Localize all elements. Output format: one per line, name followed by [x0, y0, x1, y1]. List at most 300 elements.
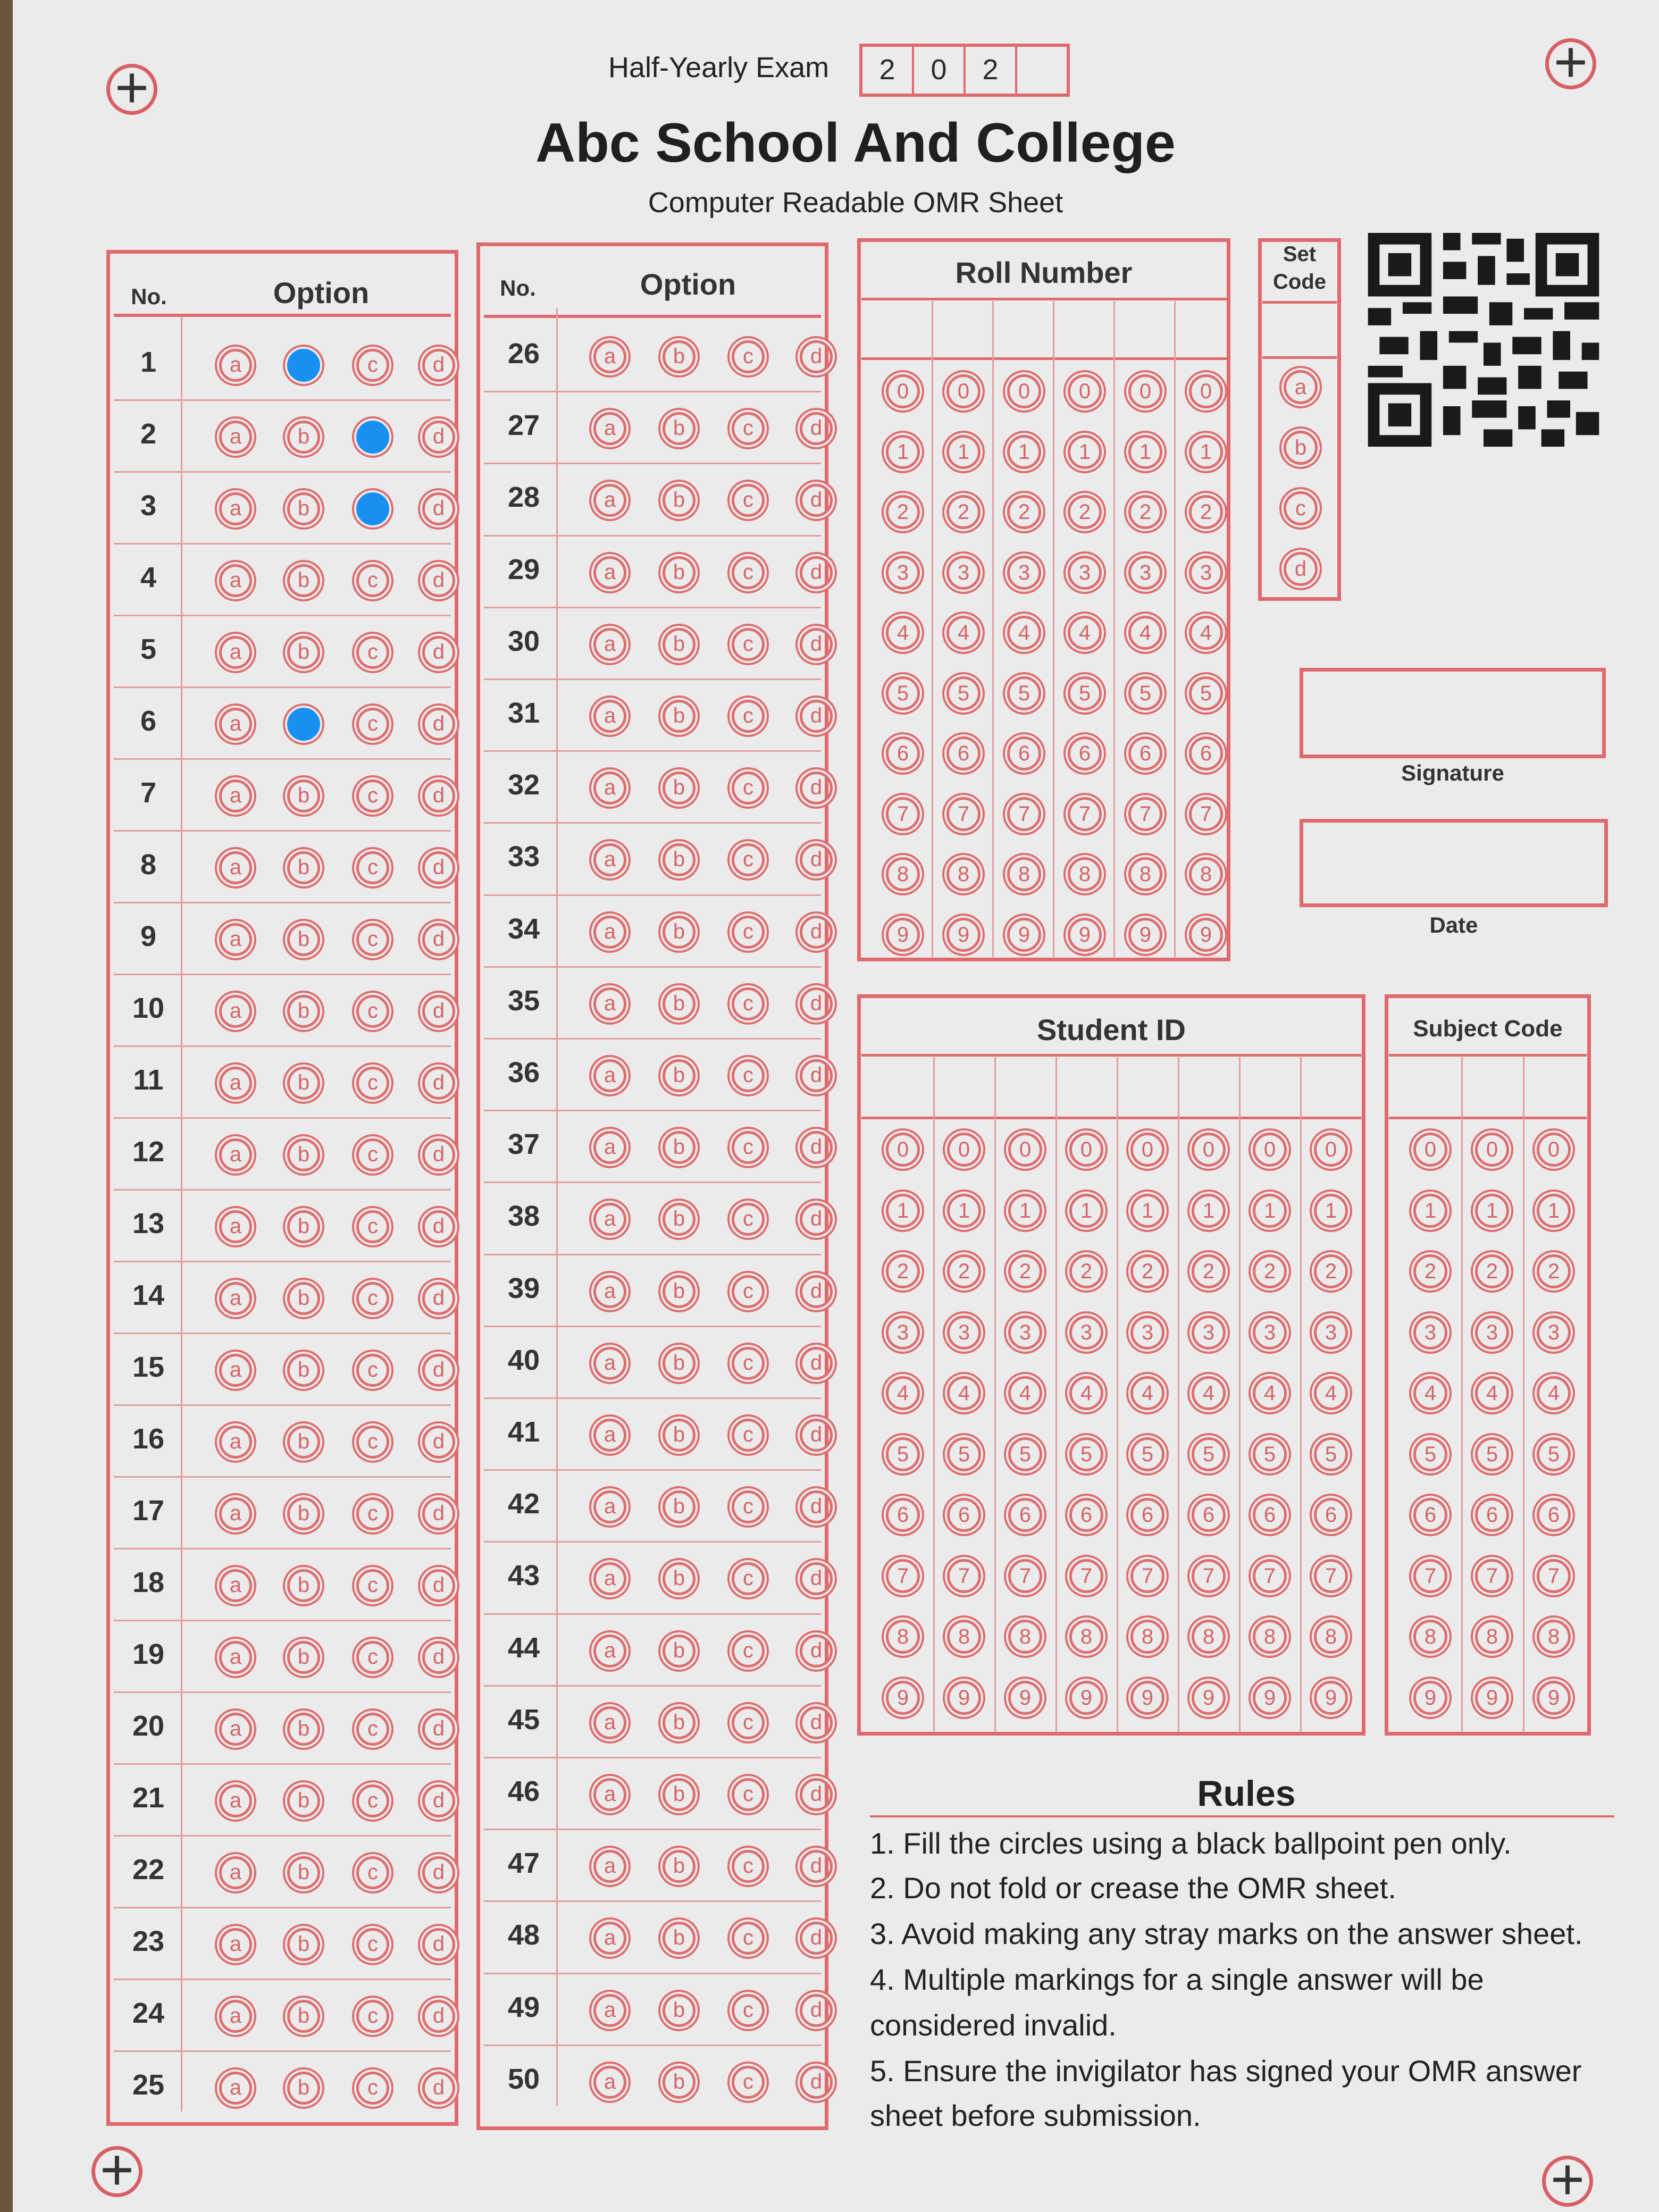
roll-digit-bubble-5[interactable]: 5: [1068, 676, 1102, 710]
answer-bubble-c[interactable]: c: [732, 1131, 765, 1164]
roll-digit-bubble-9[interactable]: 9: [1189, 918, 1223, 952]
answer-bubble-c[interactable]: c: [356, 349, 389, 382]
answer-bubble-a[interactable]: a: [593, 628, 626, 661]
answer-bubble-a[interactable]: a: [593, 1059, 626, 1092]
answer-bubble-c[interactable]: c: [356, 2072, 389, 2105]
student-id-digit-bubble-3[interactable]: 3: [1253, 1316, 1287, 1350]
student-id-digit-bubble-6[interactable]: 6: [1008, 1498, 1042, 1532]
answer-bubble-c[interactable]: c: [732, 1850, 765, 1883]
subject-code-digit-bubble-6[interactable]: 6: [1413, 1498, 1447, 1532]
student-id-digit-bubble-5[interactable]: 5: [1008, 1437, 1042, 1471]
answer-bubble-a[interactable]: a: [593, 700, 626, 733]
answer-bubble-c[interactable]: c: [356, 1138, 389, 1171]
answer-bubble-d[interactable]: d: [800, 1922, 833, 1955]
subject-code-digit-bubble-5[interactable]: 5: [1475, 1437, 1509, 1471]
roll-digit-bubble-2[interactable]: 2: [886, 495, 920, 529]
answer-bubble-a[interactable]: a: [593, 340, 626, 373]
answer-bubble-a[interactable]: a: [219, 1713, 252, 1746]
answer-bubble-c[interactable]: c: [732, 1994, 765, 2027]
subject-code-digit-bubble-1[interactable]: 1: [1413, 1194, 1447, 1228]
student-id-digit-bubble-8[interactable]: 8: [1192, 1620, 1226, 1654]
student-id-digit-bubble-4[interactable]: 4: [1008, 1376, 1042, 1410]
answer-bubble-d[interactable]: d: [422, 851, 455, 884]
answer-bubble-d[interactable]: d: [422, 1928, 455, 1961]
answer-bubble-d[interactable]: d: [422, 421, 455, 454]
answer-bubble-c[interactable]: c: [732, 1275, 765, 1308]
student-id-digit-bubble-8[interactable]: 8: [1314, 1620, 1348, 1654]
roll-entry-cell[interactable]: [933, 301, 990, 356]
student-id-digit-bubble-1[interactable]: 1: [1008, 1194, 1042, 1228]
set-code-bubble-b[interactable]: b: [1284, 431, 1318, 465]
roll-digit-bubble-2[interactable]: 2: [946, 495, 981, 529]
answer-bubble-d[interactable]: d: [800, 1203, 833, 1236]
answer-bubble-a[interactable]: a: [593, 1203, 626, 1236]
roll-digit-bubble-1[interactable]: 1: [1128, 435, 1162, 469]
answer-bubble-c[interactable]: c: [356, 564, 389, 597]
answer-bubble-a[interactable]: a: [219, 1641, 252, 1674]
answer-bubble-d[interactable]: d: [800, 412, 833, 445]
student-id-digit-bubble-6[interactable]: 6: [1253, 1498, 1287, 1532]
answer-bubble-b[interactable]: b: [663, 1059, 696, 1092]
answer-bubble-d[interactable]: d: [800, 1562, 833, 1595]
roll-digit-bubble-6[interactable]: 6: [1068, 736, 1102, 770]
answer-bubble-b[interactable]: b: [663, 628, 696, 661]
answer-bubble-d[interactable]: d: [800, 1059, 833, 1092]
answer-bubble-b[interactable]: b: [663, 772, 696, 805]
student-id-digit-bubble-8[interactable]: 8: [1253, 1620, 1287, 1654]
subject-code-digit-bubble-3[interactable]: 3: [1475, 1316, 1509, 1350]
answer-bubble-d[interactable]: d: [800, 772, 833, 805]
answer-bubble-a[interactable]: a: [219, 636, 252, 669]
answer-bubble-b[interactable]: b: [663, 1850, 696, 1883]
answer-bubble-d[interactable]: d: [422, 1282, 455, 1315]
answer-bubble-d[interactable]: d: [422, 1713, 455, 1746]
student-id-digit-bubble-8[interactable]: 8: [1130, 1620, 1164, 1654]
subject-code-digit-bubble-1[interactable]: 1: [1475, 1194, 1509, 1228]
student-id-digit-bubble-6[interactable]: 6: [1130, 1498, 1164, 1532]
answer-bubble-c[interactable]: c: [356, 1210, 389, 1243]
roll-digit-bubble-1[interactable]: 1: [1189, 435, 1223, 469]
answer-bubble-a[interactable]: a: [593, 412, 626, 445]
answer-bubble-a[interactable]: a: [593, 1994, 626, 2027]
answer-bubble-a[interactable]: a: [593, 916, 626, 949]
roll-digit-bubble-1[interactable]: 1: [886, 435, 920, 469]
roll-digit-bubble-0[interactable]: 0: [1068, 374, 1102, 408]
subject-code-digit-bubble-6[interactable]: 6: [1537, 1498, 1571, 1532]
answer-bubble-d[interactable]: d: [800, 1994, 833, 2027]
roll-digit-bubble-8[interactable]: 8: [1128, 857, 1162, 891]
student-id-digit-bubble-0[interactable]: 0: [1069, 1133, 1103, 1167]
roll-digit-bubble-0[interactable]: 0: [1189, 374, 1223, 408]
student-id-digit-bubble-3[interactable]: 3: [1130, 1316, 1164, 1350]
answer-bubble-a[interactable]: a: [219, 708, 252, 741]
student-id-digit-bubble-1[interactable]: 1: [947, 1194, 981, 1228]
roll-digit-bubble-6[interactable]: 6: [886, 736, 920, 770]
answer-bubble-c[interactable]: c: [732, 1922, 765, 1955]
answer-bubble-b[interactable]: b: [663, 1994, 696, 2027]
answer-bubble-d[interactable]: d: [800, 556, 833, 589]
student-id-digit-bubble-3[interactable]: 3: [1314, 1316, 1348, 1350]
answer-bubble-b[interactable]: b: [287, 780, 320, 812]
answer-bubble-c[interactable]: c: [732, 700, 765, 733]
answer-bubble-b[interactable]: b: [287, 2000, 320, 2033]
answer-bubble-c[interactable]: c: [356, 1569, 389, 1602]
answer-bubble-d[interactable]: d: [422, 1497, 455, 1530]
answer-bubble-b[interactable]: b: [287, 636, 320, 669]
answer-bubble-b[interactable]: b: [287, 492, 320, 525]
subject-code-digit-bubble-5[interactable]: 5: [1537, 1437, 1571, 1471]
subject-code-digit-bubble-4[interactable]: 4: [1475, 1376, 1509, 1410]
roll-digit-bubble-1[interactable]: 1: [1007, 435, 1041, 469]
roll-digit-bubble-2[interactable]: 2: [1189, 495, 1223, 529]
answer-bubble-c[interactable]: [356, 421, 389, 454]
set-code-bubble-d[interactable]: d: [1284, 552, 1318, 586]
answer-bubble-a[interactable]: a: [593, 1419, 626, 1452]
answer-bubble-d[interactable]: d: [800, 987, 833, 1020]
answer-bubble-c[interactable]: [356, 492, 389, 525]
roll-digit-bubble-4[interactable]: 4: [886, 616, 920, 650]
roll-digit-bubble-9[interactable]: 9: [1007, 918, 1041, 952]
student-id-digit-bubble-9[interactable]: 9: [1314, 1681, 1348, 1715]
student-id-digit-bubble-4[interactable]: 4: [886, 1376, 920, 1410]
answer-bubble-a[interactable]: a: [219, 1210, 252, 1243]
answer-bubble-a[interactable]: a: [593, 1347, 626, 1380]
answer-bubble-b[interactable]: b: [663, 916, 696, 949]
answer-bubble-d[interactable]: d: [422, 1354, 455, 1387]
answer-bubble-d[interactable]: d: [800, 916, 833, 949]
roll-digit-bubble-0[interactable]: 0: [946, 374, 981, 408]
answer-bubble-b[interactable]: [287, 708, 320, 741]
student-id-digit-bubble-5[interactable]: 5: [1069, 1437, 1103, 1471]
student-id-digit-bubble-3[interactable]: 3: [886, 1316, 920, 1350]
subject-code-digit-bubble-0[interactable]: 0: [1475, 1133, 1509, 1167]
answer-bubble-c[interactable]: c: [356, 1713, 389, 1746]
answer-bubble-d[interactable]: d: [800, 1275, 833, 1308]
student-id-digit-bubble-0[interactable]: 0: [1314, 1133, 1348, 1167]
year-digit[interactable]: 0: [914, 47, 966, 94]
answer-bubble-b[interactable]: b: [287, 564, 320, 597]
answer-bubble-a[interactable]: a: [219, 1928, 252, 1961]
roll-entry-cell[interactable]: [872, 301, 929, 356]
signature-box[interactable]: [1300, 668, 1606, 758]
answer-bubble-c[interactable]: c: [732, 484, 765, 517]
student-id-digit-bubble-5[interactable]: 5: [886, 1437, 920, 1471]
answer-bubble-a[interactable]: a: [219, 1497, 252, 1530]
student-id-digit-bubble-8[interactable]: 8: [1069, 1620, 1103, 1654]
student-id-digit-bubble-1[interactable]: 1: [1314, 1194, 1348, 1228]
answer-bubble-b[interactable]: b: [663, 700, 696, 733]
student-id-digit-bubble-2[interactable]: 2: [1253, 1254, 1287, 1288]
set-code-bubble-c[interactable]: c: [1284, 491, 1318, 525]
answer-bubble-a[interactable]: a: [593, 1778, 626, 1811]
student-id-digit-bubble-1[interactable]: 1: [886, 1194, 920, 1228]
answer-bubble-d[interactable]: d: [422, 492, 455, 525]
answer-bubble-d[interactable]: d: [422, 923, 455, 956]
student-id-digit-bubble-2[interactable]: 2: [1130, 1254, 1164, 1288]
student-id-digit-bubble-6[interactable]: 6: [947, 1498, 981, 1532]
roll-digit-bubble-1[interactable]: 1: [1068, 435, 1102, 469]
answer-bubble-b[interactable]: b: [287, 1497, 320, 1530]
answer-bubble-d[interactable]: d: [422, 1067, 455, 1100]
student-id-digit-bubble-0[interactable]: 0: [1008, 1133, 1042, 1167]
student-id-digit-bubble-2[interactable]: 2: [947, 1254, 981, 1288]
answer-bubble-a[interactable]: a: [593, 1562, 626, 1595]
roll-digit-bubble-6[interactable]: 6: [1189, 736, 1223, 770]
year-digit[interactable]: [1017, 47, 1067, 94]
answer-bubble-d[interactable]: d: [800, 628, 833, 661]
roll-digit-bubble-9[interactable]: 9: [886, 918, 920, 952]
roll-digit-bubble-5[interactable]: 5: [1128, 676, 1162, 710]
student-id-digit-bubble-4[interactable]: 4: [1192, 1376, 1226, 1410]
answer-bubble-d[interactable]: d: [422, 1569, 455, 1602]
roll-digit-bubble-9[interactable]: 9: [946, 918, 981, 952]
student-id-digit-bubble-1[interactable]: 1: [1069, 1194, 1103, 1228]
answer-bubble-c[interactable]: c: [732, 1059, 765, 1092]
student-id-digit-bubble-6[interactable]: 6: [1314, 1498, 1348, 1532]
answer-bubble-b[interactable]: b: [663, 1922, 696, 1955]
student-id-digit-bubble-5[interactable]: 5: [947, 1437, 981, 1471]
answer-bubble-d[interactable]: d: [800, 843, 833, 876]
answer-bubble-b[interactable]: b: [287, 1856, 320, 1889]
answer-bubble-c[interactable]: c: [356, 636, 389, 669]
answer-bubble-b[interactable]: b: [287, 1067, 320, 1100]
answer-bubble-c[interactable]: c: [356, 1784, 389, 1817]
answer-bubble-b[interactable]: b: [287, 1641, 320, 1674]
answer-bubble-b[interactable]: b: [663, 987, 696, 1020]
answer-bubble-c[interactable]: c: [356, 1354, 389, 1387]
answer-bubble-c[interactable]: c: [732, 1635, 765, 1668]
answer-bubble-a[interactable]: a: [219, 1856, 252, 1889]
answer-bubble-a[interactable]: a: [219, 421, 252, 454]
answer-bubble-c[interactable]: c: [356, 708, 389, 741]
roll-digit-bubble-7[interactable]: 7: [886, 797, 920, 831]
subject-code-digit-bubble-2[interactable]: 2: [1475, 1254, 1509, 1288]
roll-digit-bubble-5[interactable]: 5: [946, 676, 981, 710]
subject-code-digit-bubble-7[interactable]: 7: [1475, 1559, 1509, 1593]
roll-digit-bubble-0[interactable]: 0: [1128, 374, 1162, 408]
answer-bubble-d[interactable]: d: [800, 1778, 833, 1811]
subject-code-digit-bubble-4[interactable]: 4: [1537, 1376, 1571, 1410]
student-id-digit-bubble-9[interactable]: 9: [1130, 1681, 1164, 1715]
answer-bubble-c[interactable]: c: [356, 2000, 389, 2033]
student-id-digit-bubble-9[interactable]: 9: [1069, 1681, 1103, 1715]
answer-bubble-a[interactable]: a: [219, 564, 252, 597]
roll-digit-bubble-8[interactable]: 8: [1007, 857, 1041, 891]
roll-digit-bubble-6[interactable]: 6: [1007, 736, 1041, 770]
answer-bubble-b[interactable]: b: [663, 1635, 696, 1668]
answer-bubble-b[interactable]: b: [287, 421, 320, 454]
answer-bubble-a[interactable]: a: [219, 780, 252, 812]
subject-code-digit-bubble-0[interactable]: 0: [1413, 1133, 1447, 1167]
answer-bubble-d[interactable]: d: [800, 2066, 833, 2099]
answer-bubble-d[interactable]: d: [422, 780, 455, 812]
student-id-digit-bubble-0[interactable]: 0: [886, 1133, 920, 1167]
subject-code-digit-bubble-8[interactable]: 8: [1413, 1620, 1447, 1654]
student-id-digit-bubble-3[interactable]: 3: [1069, 1316, 1103, 1350]
student-id-digit-bubble-1[interactable]: 1: [1130, 1194, 1164, 1228]
answer-bubble-c[interactable]: c: [356, 1497, 389, 1530]
subject-code-digit-bubble-2[interactable]: 2: [1413, 1254, 1447, 1288]
answer-bubble-c[interactable]: c: [732, 412, 765, 445]
answer-bubble-a[interactable]: a: [219, 1354, 252, 1387]
answer-bubble-c[interactable]: c: [732, 628, 765, 661]
answer-bubble-d[interactable]: d: [422, 708, 455, 741]
roll-digit-bubble-7[interactable]: 7: [1128, 797, 1162, 831]
answer-bubble-c[interactable]: c: [732, 772, 765, 805]
year-digit[interactable]: 2: [966, 47, 1017, 94]
answer-bubble-a[interactable]: a: [219, 851, 252, 884]
answer-bubble-a[interactable]: a: [219, 1569, 252, 1602]
answer-bubble-c[interactable]: c: [356, 1641, 389, 1674]
answer-bubble-a[interactable]: a: [593, 1706, 626, 1739]
student-id-digit-bubble-7[interactable]: 7: [1192, 1559, 1226, 1593]
answer-bubble-c[interactable]: c: [356, 1067, 389, 1100]
roll-digit-bubble-4[interactable]: 4: [946, 616, 981, 650]
answer-bubble-c[interactable]: c: [356, 1928, 389, 1961]
student-id-digit-bubble-5[interactable]: 5: [1253, 1437, 1287, 1471]
roll-digit-bubble-3[interactable]: 3: [1068, 556, 1102, 590]
student-id-digit-bubble-5[interactable]: 5: [1192, 1437, 1226, 1471]
answer-bubble-d[interactable]: d: [422, 1784, 455, 1817]
roll-digit-bubble-5[interactable]: 5: [886, 676, 920, 710]
answer-bubble-a[interactable]: a: [219, 1282, 252, 1315]
subject-code-digit-bubble-7[interactable]: 7: [1537, 1559, 1571, 1593]
roll-entry-cell[interactable]: [1115, 301, 1172, 356]
student-id-digit-bubble-4[interactable]: 4: [947, 1376, 981, 1410]
answer-bubble-d[interactable]: d: [800, 1850, 833, 1883]
roll-digit-bubble-9[interactable]: 9: [1068, 918, 1102, 952]
answer-bubble-c[interactable]: c: [356, 851, 389, 884]
answer-bubble-c[interactable]: c: [732, 1490, 765, 1523]
answer-bubble-a[interactable]: a: [593, 556, 626, 589]
roll-digit-bubble-7[interactable]: 7: [1189, 797, 1223, 831]
roll-digit-bubble-1[interactable]: 1: [946, 435, 981, 469]
subject-code-digit-bubble-0[interactable]: 0: [1537, 1133, 1571, 1167]
student-id-digit-bubble-2[interactable]: 2: [1314, 1254, 1348, 1288]
student-id-digit-bubble-7[interactable]: 7: [886, 1559, 920, 1593]
roll-digit-bubble-7[interactable]: 7: [946, 797, 981, 831]
student-id-digit-bubble-0[interactable]: 0: [947, 1133, 981, 1167]
answer-bubble-c[interactable]: c: [356, 780, 389, 812]
answer-bubble-a[interactable]: a: [593, 1490, 626, 1523]
answer-bubble-d[interactable]: d: [422, 1426, 455, 1459]
answer-bubble-a[interactable]: a: [593, 1850, 626, 1883]
roll-digit-bubble-2[interactable]: 2: [1068, 495, 1102, 529]
answer-bubble-b[interactable]: b: [287, 1354, 320, 1387]
answer-bubble-b[interactable]: b: [287, 1784, 320, 1817]
student-id-digit-bubble-8[interactable]: 8: [1008, 1620, 1042, 1654]
student-id-digit-bubble-9[interactable]: 9: [947, 1681, 981, 1715]
student-id-digit-bubble-2[interactable]: 2: [1008, 1254, 1042, 1288]
student-id-digit-bubble-3[interactable]: 3: [1008, 1316, 1042, 1350]
student-id-digit-bubble-2[interactable]: 2: [886, 1254, 920, 1288]
roll-digit-bubble-5[interactable]: 5: [1189, 676, 1223, 710]
subject-code-digit-bubble-5[interactable]: 5: [1413, 1437, 1447, 1471]
answer-bubble-c[interactable]: c: [732, 1562, 765, 1595]
answer-bubble-a[interactable]: a: [219, 1067, 252, 1100]
answer-bubble-a[interactable]: a: [593, 1131, 626, 1164]
answer-bubble-b[interactable]: b: [663, 1706, 696, 1739]
answer-bubble-a[interactable]: a: [219, 2072, 252, 2105]
roll-digit-bubble-3[interactable]: 3: [1128, 556, 1162, 590]
answer-bubble-c[interactable]: c: [732, 916, 765, 949]
answer-bubble-c[interactable]: c: [356, 1426, 389, 1459]
roll-digit-bubble-8[interactable]: 8: [946, 857, 981, 891]
answer-bubble-a[interactable]: a: [219, 2000, 252, 2033]
answer-bubble-b[interactable]: b: [287, 1138, 320, 1171]
answer-bubble-c[interactable]: c: [732, 340, 765, 373]
roll-digit-bubble-7[interactable]: 7: [1007, 797, 1041, 831]
roll-digit-bubble-4[interactable]: 4: [1007, 616, 1041, 650]
subject-code-digit-bubble-3[interactable]: 3: [1413, 1316, 1447, 1350]
answer-bubble-d[interactable]: d: [422, 349, 455, 382]
subject-code-digit-bubble-8[interactable]: 8: [1475, 1620, 1509, 1654]
answer-bubble-b[interactable]: b: [663, 1562, 696, 1595]
roll-entry-cell[interactable]: [1175, 301, 1233, 356]
answer-bubble-b[interactable]: b: [663, 556, 696, 589]
student-id-digit-bubble-7[interactable]: 7: [1253, 1559, 1287, 1593]
answer-bubble-a[interactable]: a: [219, 349, 252, 382]
answer-bubble-d[interactable]: d: [800, 1490, 833, 1523]
student-id-digit-bubble-4[interactable]: 4: [1253, 1376, 1287, 1410]
answer-bubble-b[interactable]: [287, 349, 320, 382]
answer-bubble-c[interactable]: c: [732, 987, 765, 1020]
student-id-digit-bubble-7[interactable]: 7: [1008, 1559, 1042, 1593]
answer-bubble-c[interactable]: c: [732, 1419, 765, 1452]
answer-bubble-d[interactable]: d: [422, 2000, 455, 2033]
roll-digit-bubble-3[interactable]: 3: [886, 556, 920, 590]
student-id-digit-bubble-1[interactable]: 1: [1192, 1194, 1226, 1228]
student-id-digit-bubble-6[interactable]: 6: [1192, 1498, 1226, 1532]
answer-bubble-b[interactable]: b: [287, 1569, 320, 1602]
answer-bubble-d[interactable]: d: [422, 636, 455, 669]
answer-bubble-b[interactable]: b: [663, 1203, 696, 1236]
answer-bubble-d[interactable]: d: [422, 1641, 455, 1674]
subject-code-digit-bubble-7[interactable]: 7: [1413, 1559, 1447, 1593]
subject-code-digit-bubble-8[interactable]: 8: [1537, 1620, 1571, 1654]
answer-bubble-c[interactable]: c: [732, 1778, 765, 1811]
answer-bubble-c[interactable]: c: [732, 556, 765, 589]
subject-code-digit-bubble-2[interactable]: 2: [1537, 1254, 1571, 1288]
roll-digit-bubble-0[interactable]: 0: [886, 374, 920, 408]
roll-digit-bubble-5[interactable]: 5: [1007, 676, 1041, 710]
roll-entry-cell[interactable]: [993, 301, 1051, 356]
student-id-digit-bubble-0[interactable]: 0: [1253, 1133, 1287, 1167]
roll-digit-bubble-4[interactable]: 4: [1068, 616, 1102, 650]
answer-bubble-a[interactable]: a: [593, 1922, 626, 1955]
answer-bubble-b[interactable]: b: [287, 1210, 320, 1243]
roll-digit-bubble-8[interactable]: 8: [1189, 857, 1223, 891]
student-id-digit-bubble-7[interactable]: 7: [1130, 1559, 1164, 1593]
roll-digit-bubble-3[interactable]: 3: [946, 556, 981, 590]
answer-bubble-d[interactable]: d: [800, 340, 833, 373]
roll-digit-bubble-4[interactable]: 4: [1128, 616, 1162, 650]
student-id-digit-bubble-4[interactable]: 4: [1130, 1376, 1164, 1410]
answer-bubble-c[interactable]: c: [732, 1203, 765, 1236]
answer-bubble-b[interactable]: b: [663, 484, 696, 517]
year-digit[interactable]: 2: [862, 47, 914, 94]
answer-bubble-a[interactable]: a: [219, 923, 252, 956]
roll-digit-bubble-8[interactable]: 8: [1068, 857, 1102, 891]
student-id-digit-bubble-7[interactable]: 7: [1314, 1559, 1348, 1593]
answer-bubble-d[interactable]: d: [422, 1138, 455, 1171]
roll-digit-bubble-3[interactable]: 3: [1007, 556, 1041, 590]
date-box[interactable]: [1300, 819, 1608, 907]
answer-bubble-a[interactable]: a: [593, 1275, 626, 1308]
answer-bubble-a[interactable]: a: [593, 2066, 626, 2099]
subject-code-digit-bubble-4[interactable]: 4: [1413, 1376, 1447, 1410]
answer-bubble-b[interactable]: b: [287, 2072, 320, 2105]
